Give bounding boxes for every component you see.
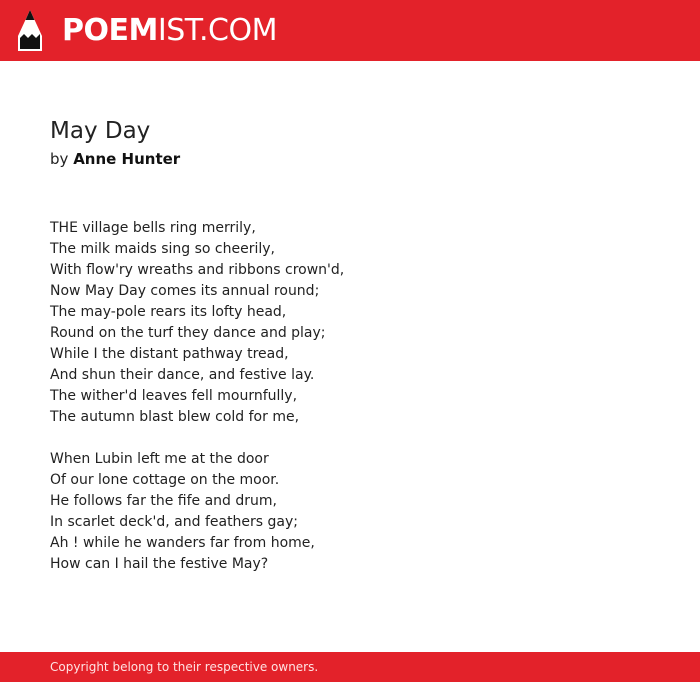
- brand-bold-text: POEM: [62, 13, 158, 48]
- pencil-tip-icon[interactable]: [18, 10, 42, 51]
- poem-line: THE village bells ring merrily,: [50, 220, 256, 236]
- poem-line: The may-pole rears its lofty head,: [50, 304, 287, 320]
- copyright-text: Copyright belong to their respective owners.: [50, 660, 319, 674]
- poem-line: The wither'd leaves fell mournfully,: [50, 388, 298, 404]
- by-label: by: [50, 150, 69, 168]
- poem-line: The milk maids sing so cheerily,: [50, 241, 275, 257]
- poem-line: He follows far the fife and drum,: [50, 493, 277, 509]
- poem-line: The autumn blast blew cold for me,: [50, 409, 300, 425]
- site-footer: [0, 652, 700, 682]
- poem-line: How can I hail the festive May?: [50, 556, 269, 572]
- poem-line: While I the distant pathway tread,: [50, 346, 289, 362]
- poem-stanza: [50, 218, 650, 428]
- poem-line: Now May Day comes its annual round;: [50, 283, 320, 299]
- poem-line: Ah ! while he wanders far from home,: [50, 535, 315, 551]
- site-logo-text[interactable]: [62, 12, 277, 50]
- poem-line: Of our lone cottage on the moor.: [50, 472, 280, 488]
- poem-body: [50, 218, 650, 575]
- brand-light-text: IST.COM: [157, 13, 277, 48]
- poem-byline: [50, 148, 180, 170]
- poem-line: Round on the turf they dance and play;: [50, 325, 326, 341]
- poem-line: In scarlet deck'd, and feathers gay;: [50, 514, 299, 530]
- poem-line: With flow'ry wreaths and ribbons crown'd,: [50, 262, 345, 278]
- poem-line: When Lubin left me at the door: [50, 451, 269, 467]
- site-header: [0, 0, 700, 61]
- poem-line: And shun their dance, and festive lay.: [50, 367, 315, 383]
- poem-title: May Day: [50, 118, 151, 144]
- poem-stanza: [50, 449, 650, 575]
- poem-author: Anne Hunter: [73, 150, 181, 168]
